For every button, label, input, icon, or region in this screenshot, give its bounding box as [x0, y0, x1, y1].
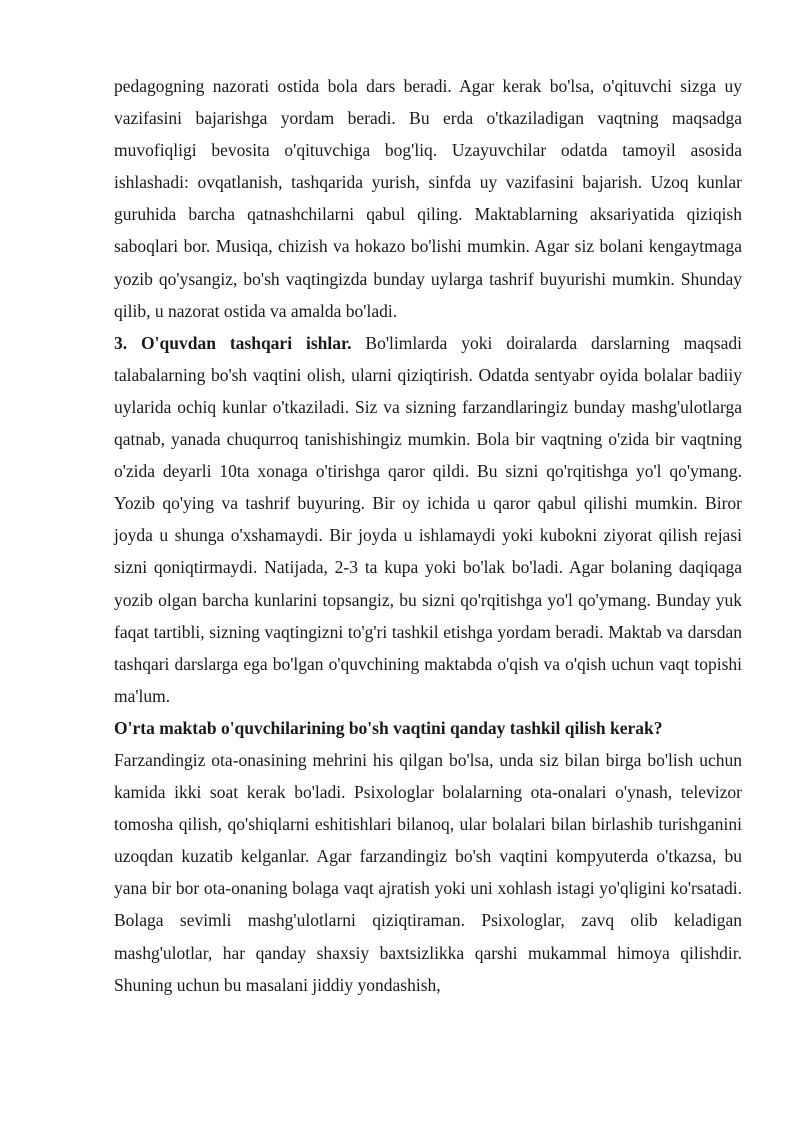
- paragraph-final: Farzandingiz ota-onasining mehrini his qilgan bo'lsa, unda siz bilan birga bo'lish uchun kamida ikki soat kerak bo'ladi. Psixologlar bolalarning ota-onalari o'ynash, televizor tomosha qilish, qo'shiqlarni eshitishlari bilanoq, ular bolalari bilan birlashib turishganini uzoqdan kuzatib kelganlar. Agar farzandingiz bo'sh vaqtini kompyuterda o'tkazsa, bu yana bir bor ota-onaning bolaga vaqt ajratish yoki uni xohlash istagi yo'qligini ko'rsatadi. Bolaga sevimli mashg'ulotlarni qiziqtiraman. Psixologlar, zavq olib keladigan mashg'ulotlar, har qanday shaxsiy baxtsizlikka qarshi mukammal himoya qilishdir. Shuning uchun bu masalani jiddiy yondashish,: [114, 749, 742, 995]
- document-page: [114, 70, 742, 1001]
- section-3-body: Bo'limlarda yoki doiralarda darslarning maqsadi talabalarning bo'sh vaqtini olish, ularni qiziqtirish. Odatda sentyabr oyida bolalar badiiy uylarida ochiq kunlar o'tkaziladi. Siz va sizning farzandlaringiz bunday mashg'ulotlarga qatnab, yanada chuqurroq tanishishingiz mumkin. Bola bir vaqtning o'zida bir vaqtning o'zida deyarli 10ta xonaga o'tirishga qaror qildi. Bu sizni qo'rqitishga yo'l qo'ymang. Yozib qo'ying va tashrif buyuring. Bir oy ichida u qaror qabul qilishi mumkin. Biror joyda u shunga o'xshamaydi. Bir joyda u ishlamaydi yoki kubokni ziyorat qilish rejasi sizni qoniqtirmaydi. Natijada, 2-3 ta kupa yoki bo'lak bo'ladi. Agar bolaning daqiqaga yozib olgan barcha kunlarini topsangiz, bu sizni qo'rqitishga yo'l qo'ymang. Bunday yuk faqat tartibli, sizning vaqtingizni to'g'ri tashkil etishga yordam beradi. Maktab va darsdan tashqari darslarga ega bo'lgan o'quvchining maktabda o'qish va o'qish uchun vaqt topishi ma'lum.: [114, 332, 742, 706]
- section-3-paragraph: [114, 327, 742, 712]
- question-heading: O'rta maktab o'quvchilarining bo'sh vaqtini qanday tashkil qilish kerak?: [114, 717, 663, 738]
- section-3-heading: 3. O'quvdan tashqari ishlar.: [114, 332, 352, 353]
- paragraph-continuation: pedagogning nazorati ostida bola dars beradi. Agar kerak bo'lsa, o'qituvchi sizga uy vazifasini bajarishga yordam beradi. Bu erda o'tkaziladigan vaqtning maqsadga muvofiqligi bevosita o'qituvchiga bog'liq. Uzayuvchilar odatda tamoyil asosida ishlashadi: ovqatlanish, tashqarida yurish, sinfda uy vazifasini bajarish. Uzoq kunlar guruhida barcha qatnashchilarni qabul qiling. Maktablarning aksariyatida qiziqish saboqlari bor. Musiqa, chizish va hokazo bo'lishi mumkin. Agar siz bolani kengaytmaga yozib qo'ysangiz, bo'sh vaqtingizda bunday uylarga tashrif buyurishi mumkin. Shunday qilib, u nazorat ostida va amalda bo'ladi.: [114, 76, 742, 321]
